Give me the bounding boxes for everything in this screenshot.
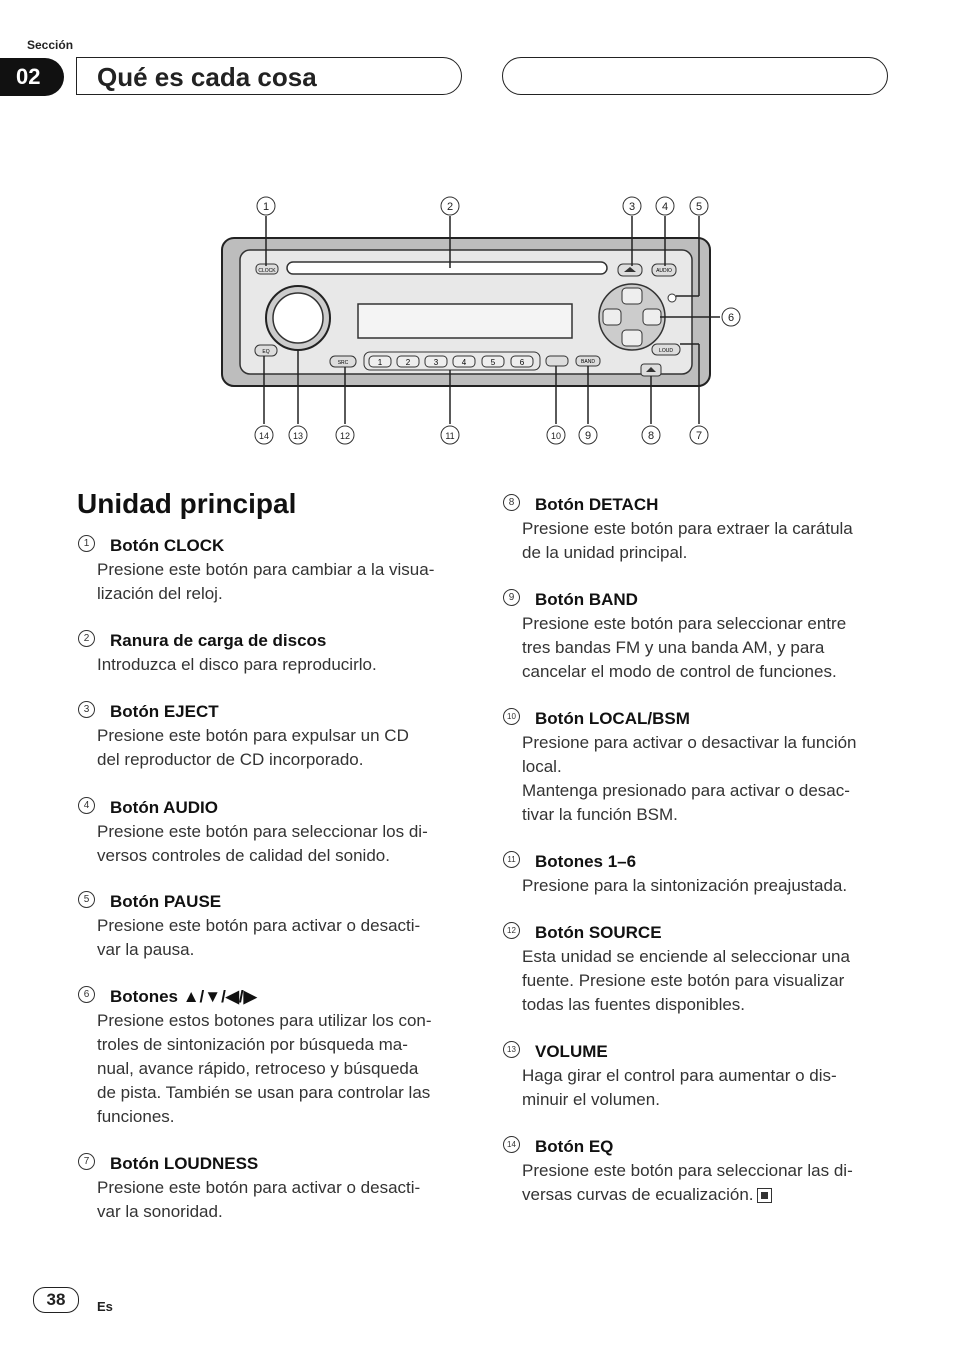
item-desc-line: tivar la función BSM. [522, 805, 678, 824]
svg-text:4: 4 [661, 201, 669, 213]
item-desc-line: var la sonoridad. [97, 1202, 223, 1221]
svg-text:1: 1 [377, 358, 383, 367]
item-title: Botón SOURCE [535, 923, 662, 942]
item-detach: 8 Botón DETACH Presione este botón para extraer la carátula de la unidad principal. [503, 493, 875, 565]
svg-text:12: 12 [339, 431, 351, 441]
item-desc-line: Mantenga presionado para activar o desac- [522, 781, 850, 800]
item-audio: 4 Botón AUDIO Presione este botón para seleccionar los di- versos controles de calidad del sonido. [78, 796, 450, 868]
item-desc-line: Presione este botón para seleccionar las di- [522, 1161, 853, 1180]
item-desc-line: Presione este botón para seleccionar los di- [97, 822, 428, 841]
header-blank-box [502, 57, 888, 95]
item-clock: 1 Botón CLOCK Presione este botón para cambiar a la visua- lización del reloj. [78, 534, 450, 606]
svg-text:2: 2 [446, 201, 454, 213]
svg-text:10: 10 [550, 431, 562, 441]
item-band: 9 Botón BAND Presione este botón para seleccionar entre tres bandas FM y una banda AM, y para cancelar el modo de control de funciones. [503, 588, 875, 684]
item-title: Botón LOUDNESS [110, 1154, 259, 1173]
item-desc-line: versos controles de calidad del sonido. [97, 846, 390, 865]
item-desc-line: Presione este botón para extraer la carátula [522, 519, 853, 538]
item-title: Botones ▲/▼/◀/▶ [110, 987, 257, 1006]
svg-text:6: 6 [519, 358, 525, 367]
eq-label: EQ [262, 349, 270, 355]
svg-text:3: 3 [433, 358, 439, 367]
item-desc-line: minuir el volumen. [522, 1090, 660, 1109]
item-loudness: 7 Botón LOUDNESS Presione este botón para activar o desacti- var la sonoridad. [78, 1152, 450, 1224]
svg-text:6: 6 [727, 312, 735, 324]
src-label: SRC [337, 360, 349, 366]
svg-text:2: 2 [405, 358, 411, 367]
item-desc-line: Presione para activar o desactivar la función [522, 733, 857, 752]
svg-text:5: 5 [490, 358, 496, 367]
item-title: Botón PAUSE [110, 892, 222, 911]
item-desc-line: var la pausa. [97, 940, 195, 959]
item-desc-line: funciones. [97, 1107, 175, 1126]
item-desc-line: Presione estos botones para utilizar los con- [97, 1011, 432, 1030]
item-desc-line: tres bandas FM y una banda AM, y para [522, 638, 825, 657]
item-title: Botón LOCAL/BSM [535, 709, 690, 728]
audio-label: AUDIO [656, 268, 672, 274]
item-source: 12 Botón SOURCE Esta unidad se enciende al seleccionar una fuente. Presione este botón para visualizar todas las fuentes disponibles. [503, 921, 875, 1017]
item-desc-line: Presione para la sintonización preajustada. [522, 876, 848, 895]
svg-text:4: 4 [461, 358, 467, 367]
item-title: Botón CLOCK [110, 536, 225, 555]
svg-text:9: 9 [584, 430, 592, 442]
item-title: VOLUME [535, 1042, 608, 1061]
item-volume: 13 VOLUME Haga girar el control para aumentar o dis- minuir el volumen. [503, 1040, 875, 1112]
item-desc-line: Presione este botón para seleccionar entre [522, 614, 847, 633]
item-desc-line: fuente. Presione este botón para visualizar [522, 971, 845, 990]
page-number: 38 [33, 1287, 79, 1313]
item-title: Botón AUDIO [110, 798, 218, 817]
pause-button [668, 294, 676, 302]
item-desc-line: Presione este botón para cambiar a la visua- [97, 560, 435, 579]
svg-text:8: 8 [647, 430, 655, 442]
svg-text:11: 11 [445, 431, 455, 441]
item-desc-line: local. [522, 757, 562, 776]
item-desc-line: de pista. También se usan para controlar las [97, 1083, 431, 1102]
item-desc-line: de la unidad principal. [522, 543, 688, 562]
item-title: Ranura de carga de discos [110, 631, 327, 650]
item-desc-line: Presione este botón para expulsar un CD [97, 726, 409, 745]
item-eq: 14 Botón EQ Presione este botón para seleccionar las di- versas curvas de ecualización. [503, 1135, 875, 1207]
svg-text:7: 7 [695, 430, 703, 442]
item-desc-line: Presione este botón para activar o desacti- [97, 1178, 421, 1197]
page-title: Qué es cada cosa [76, 57, 462, 95]
svg-text:14: 14 [258, 431, 270, 441]
disc-slot [287, 262, 607, 274]
clock-label: CLOCK [258, 268, 276, 274]
item-local-bsm: 10 Botón LOCAL/BSM Presione para activar o desactivar la función local. Mantenga presionado para activar o desac- tivar la función BSM. [503, 707, 875, 827]
item-desc-line: Presione este botón para activar o desacti- [97, 916, 421, 935]
item-desc-line: troles de sintonización por búsqueda ma- [97, 1035, 408, 1054]
item-title: Botón DETACH [535, 495, 659, 514]
item-eject: 3 Botón EJECT Presione este botón para expulsar un CD del reproductor de CD incorporado. [78, 700, 450, 772]
item-title: Botones 1–6 [535, 852, 637, 871]
svg-text:3: 3 [628, 201, 636, 213]
section-label: Sección [27, 38, 74, 52]
end-mark-icon [757, 1188, 772, 1203]
item-desc-line: Esta unidad se enciende al seleccionar una [522, 947, 850, 966]
item-title: Botón BAND [535, 590, 638, 609]
language-code: Es [97, 1299, 113, 1314]
item-desc-line: todas las fuentes disponibles. [522, 995, 746, 1014]
left-button [603, 309, 621, 325]
item-desc-line: lización del reloj. [97, 584, 223, 603]
item-desc-line: Introduzca el disco para reproducirlo. [97, 655, 377, 674]
item-desc-line: cancelar el modo de control de funciones. [522, 662, 837, 681]
display-window [358, 304, 572, 338]
down-button [622, 330, 642, 346]
section-heading: Unidad principal [77, 488, 297, 519]
section-number: 02 [0, 58, 64, 96]
local-bsm-button [546, 356, 568, 366]
svg-text:5: 5 [695, 201, 703, 213]
item-desc-line: Haga girar el control para aumentar o dis- [522, 1066, 837, 1085]
loud-label: LOUD [659, 348, 673, 354]
item-disc-slot: 2 Ranura de carga de discos Introduzca el disco para reproducirlo. [78, 629, 450, 677]
item-presets: 11 Botones 1–6 Presione para la sintonización preajustada. [503, 850, 875, 898]
item-desc-line: versas curvas de ecualización. [522, 1185, 754, 1204]
item-desc-line: del reproductor de CD incorporado. [97, 750, 364, 769]
head-unit-diagram [0, 180, 954, 460]
svg-text:13: 13 [292, 431, 304, 441]
item-arrows: 6 Botones ▲/▼/◀/▶ Presione estos botones para utilizar los con- troles de sintonización por búsqueda ma- nual, avance rápido, retroceso y búsqueda de pista. También se usan para controlar las funciones. [78, 985, 450, 1129]
item-pause: 5 Botón PAUSE Presione este botón para activar o desacti- var la pausa. [78, 890, 450, 962]
item-title: Botón EQ [535, 1137, 614, 1156]
right-button [643, 309, 661, 325]
item-title: Botón EJECT [110, 702, 219, 721]
up-button [622, 288, 642, 304]
item-desc-line: nual, avance rápido, retroceso y búsqueda [97, 1059, 419, 1078]
band-label: BAND [581, 359, 595, 365]
svg-text:1: 1 [262, 201, 270, 213]
